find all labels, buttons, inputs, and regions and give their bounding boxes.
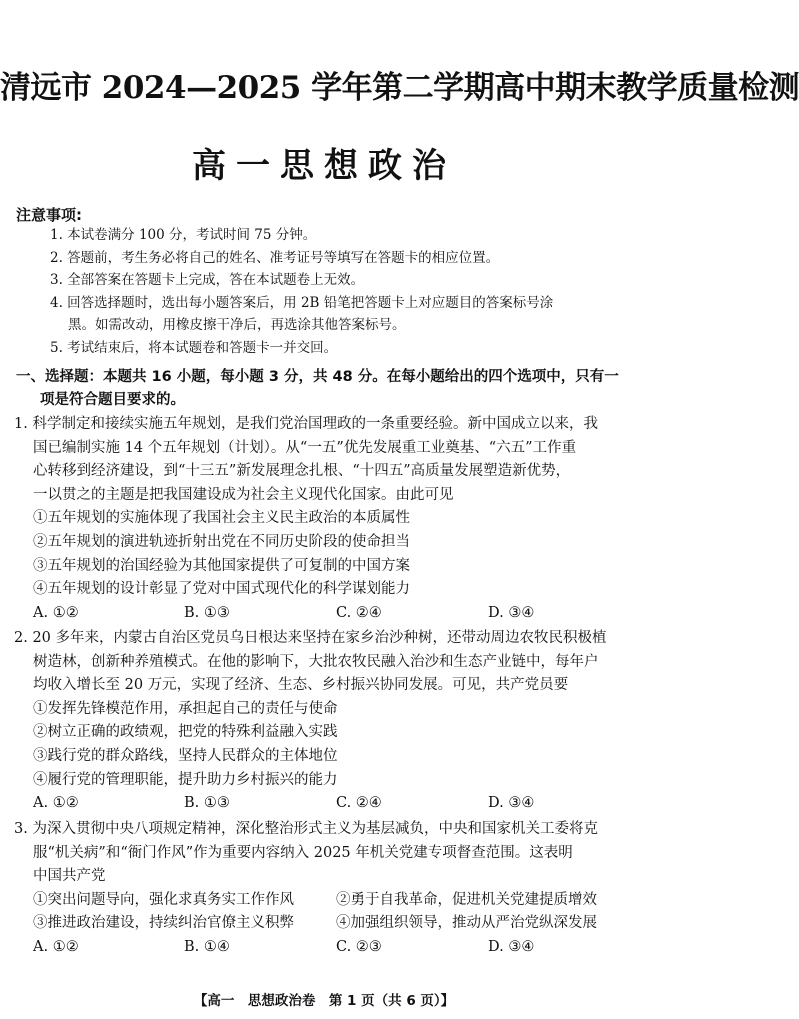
question-3 <box>14 818 640 960</box>
answer-choice-a: A. ①② <box>33 795 79 812</box>
page-footer: 【高一 思想政治卷 第 1 页（共 6 页）】 <box>193 993 455 1009</box>
answer-choice-d: D. ③④ <box>488 604 535 621</box>
question-stem: 服“机关病”和“衙门作风”作为重要内容纳入 2025 年机关党建专项督查范围。这表明 <box>33 844 573 861</box>
question-stem: 2. 20 多年来，内蒙古自治区党员乌日根达来坚持在家乡治沙种树，还带动周边农牧民积极植 <box>14 630 607 646</box>
question-option: ②树立正确的政绩观，把党的特殊利益融入实践 <box>33 724 338 741</box>
answer-choice-b: B. ①③ <box>184 604 230 621</box>
question-stem: 国已编制实施 14 个五年规划（计划）。从“一五”优先发展重工业奠基、“六五”工作重 <box>33 439 577 456</box>
question-option: ③五年规划的治国经验为其他国家提供了可复制的中国方案 <box>33 557 410 574</box>
answer-choices <box>14 602 640 626</box>
question-stem: 3. 为深入贯彻中央八项规定精神，深化整治形式主义为基层减负，中央和国家机关工委将克 <box>14 821 598 837</box>
answer-choice-a: A. ①② <box>33 604 79 621</box>
notice-item-continued: 黑。如需改动，用橡皮擦干净后，再选涂其他答案标号。 <box>68 317 406 333</box>
subject-title: 高一思想政治 <box>192 146 456 186</box>
answer-choice-b: B. ①④ <box>184 938 230 955</box>
question-stem: 中国共产党 <box>33 868 106 885</box>
notice-item: 4. 回答选择题时，选出每小题答案后，用 2B 铅笔把答题卡上对应题目的答案标号涂 <box>50 294 554 311</box>
question-1 <box>14 413 640 625</box>
question-option: ④五年规划的设计彰显了党对中国式现代化的科学谋划能力 <box>33 581 410 598</box>
answer-choice-b: B. ①③ <box>184 795 230 812</box>
question-option: ③推进政治建设，持续纠治官僚主义积弊 <box>33 915 294 932</box>
option-row <box>14 889 640 913</box>
question-option: ④履行党的管理职能，提升助力乡村振兴的能力 <box>33 771 338 788</box>
answer-choices <box>14 936 640 960</box>
notice-item: 5. 考试结束后，将本试题卷和答题卡一并交回。 <box>50 339 338 356</box>
notice-heading: 注意事项: <box>16 206 82 224</box>
question-2 <box>14 627 640 816</box>
question-option: ③践行党的群众路线，坚持人民群众的主体地位 <box>33 747 338 764</box>
answer-choices <box>14 792 640 816</box>
question-option: ①发挥先锋模范作用，承担起自己的责任与使命 <box>33 700 338 717</box>
option-row <box>14 912 640 936</box>
question-option: ②五年规划的演进轨迹折射出党在不同历史阶段的使命担当 <box>33 533 410 550</box>
question-stem: 一以贯之的主题是把我国建设成为社会主义现代化国家。由此可见 <box>33 486 454 503</box>
question-stem: 1. 科学制定和接续实施五年规划，是我们党治国理政的一条重要经验。新中国成立以来，我 <box>14 416 598 432</box>
question-stem: 心转移到经济建设，到“十三五”新发展理念扎根、“十四五”高质量发展塑造新优势， <box>33 463 571 480</box>
question-option: ①突出问题导向，强化求真务实工作作风 <box>33 891 294 908</box>
exam-title: 清远市 2024—2025 学年第二学期高中期末教学质量检测 <box>0 70 799 106</box>
question-option: ①五年规划的实施体现了我国社会主义民主政治的本质属性 <box>33 510 410 527</box>
answer-choice-d: D. ③④ <box>488 938 535 955</box>
answer-choice-d: D. ③④ <box>488 795 535 812</box>
answer-choice-a: A. ①② <box>33 938 79 955</box>
notice-item: 3. 全部答案在答题卡上完成，答在本试题卷上无效。 <box>50 272 365 288</box>
section-heading-line: 项是符合题目要求的。 <box>40 392 185 408</box>
notice-item: 2. 答题前，考生务必将自己的姓名、准考证号等填写在答题卡的相应位置。 <box>50 249 500 266</box>
answer-choice-c: C. ②④ <box>336 795 382 812</box>
question-option: ④加强组织领导，推动从严治党纵深发展 <box>336 915 597 932</box>
notice-list <box>50 224 640 359</box>
answer-choice-c: C. ②③ <box>336 938 382 955</box>
section-heading-line: 一、选择题：本题共 16 小题，每小题 3 分，共 48 分。在每小题给出的四个选项中，只有一 <box>16 369 619 385</box>
answer-choice-c: C. ②④ <box>336 604 382 621</box>
section-heading <box>16 366 636 412</box>
question-option: ②勇于自我革命，促进机关党建提质增效 <box>336 891 597 908</box>
question-stem: 均收入增长至 20 万元，实现了经济、生态、乡村振兴协同发展。可见，共产党员要 <box>33 677 569 694</box>
notice-item: 1. 本试卷满分 100 分，考试时间 75 分钟。 <box>50 227 317 243</box>
question-stem: 树造林，创新种养殖模式。在他的影响下，大批农牧民融入治沙和生态产业链中，每年户 <box>33 653 599 670</box>
